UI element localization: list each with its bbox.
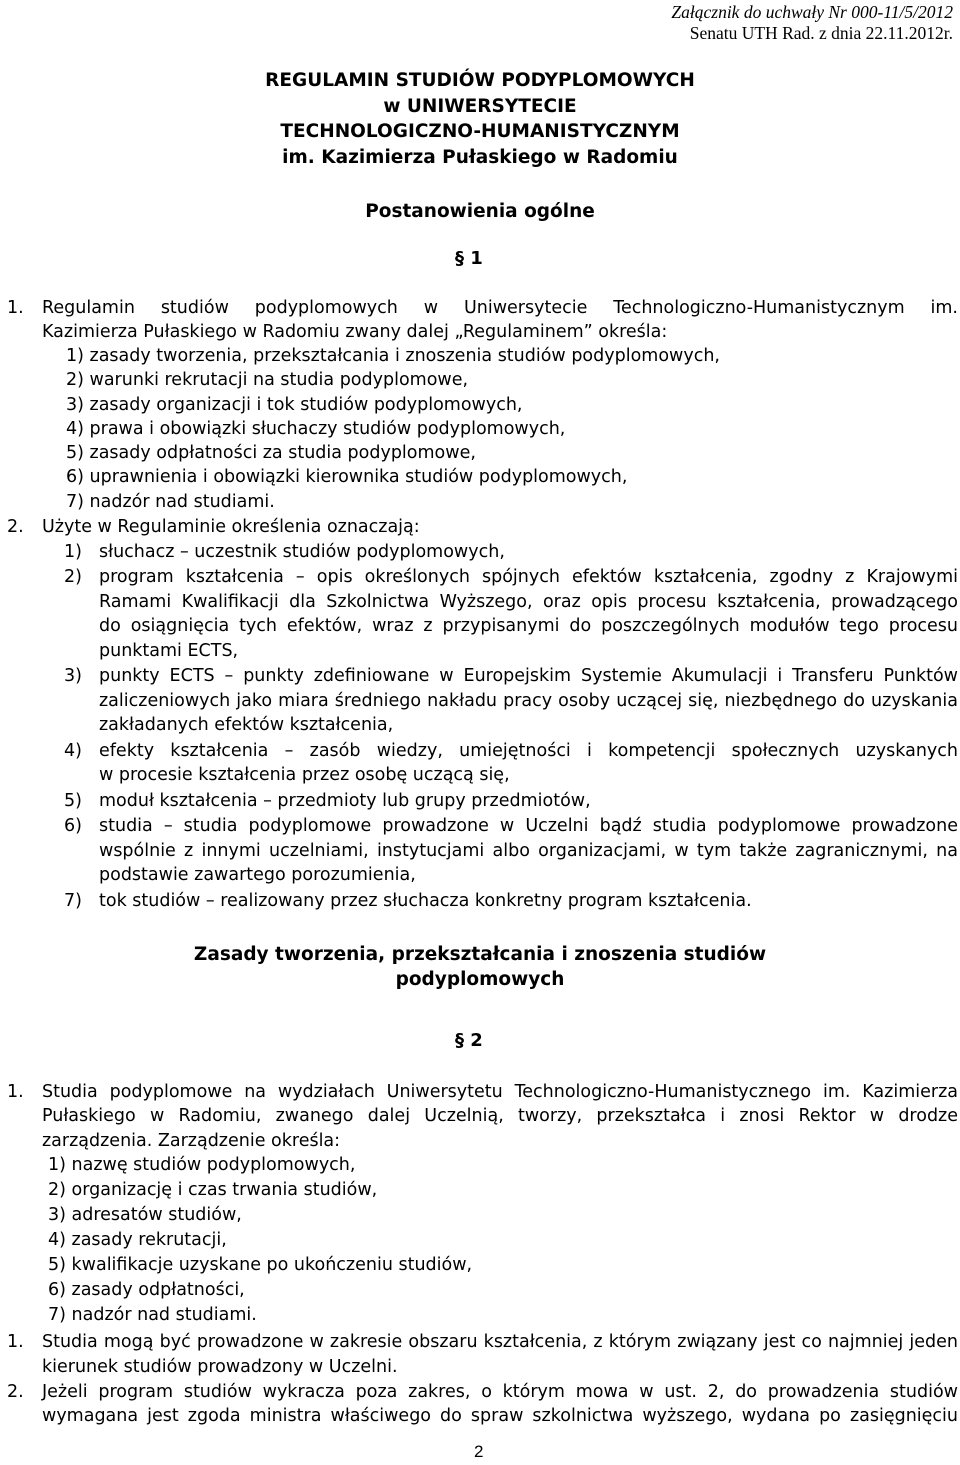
s1-p2-item-4-number: 4) xyxy=(64,741,82,761)
s1-p1-item-2: 2) warunki rekrutacji na studia podyplomowe, xyxy=(66,370,469,390)
s1-p1-line-2: Kazimierza Pułaskiego w Radomiu zwany dalej „Regulaminem” określa: xyxy=(42,322,668,342)
s2-p1-item-5: 5) kwalifikacje uzyskane po ukończeniu studiów, xyxy=(48,1255,473,1275)
s2-p1-item-6: 6) zasady odpłatności, xyxy=(48,1280,245,1300)
s2-p1-number: 1. xyxy=(7,1082,24,1102)
s2-p2-number: 1. xyxy=(7,1332,24,1352)
s1-p2-item-5-line-1: moduł kształcenia – przedmioty lub grupy przedmiotów, xyxy=(99,791,591,811)
s1-p1-item-3: 3) zasady organizacji i tok studiów podyplomowych, xyxy=(66,395,523,415)
s1-p2-item-1-line-1: słuchacz – uczestnik studiów podyplomowych, xyxy=(99,542,505,562)
s1-p2-item-3-line-3: zakładanych efektów kształcenia, xyxy=(99,715,394,735)
s2-p2-line-1: Studia mogą być prowadzone w zakresie obszaru kształcenia, z którym związany jest co najmniej jeden xyxy=(42,1332,958,1352)
s2-p1-item-4: 4) zasady rekrutacji, xyxy=(48,1230,227,1250)
s1-p2-item-4-line-1: efekty kształcenia – zasób wiedzy, umiejętności i kompetencji społecznych uzyskanych xyxy=(99,741,958,761)
title-line-1: REGULAMIN STUDIÓW PODYPLOMOWYCH xyxy=(265,70,695,91)
s1-p2-item-2-line-2: Ramami Kwalifikacji dla Szkolnictwa Wyższego, oraz opis procesu kształcenia, prowadzącego xyxy=(99,592,958,612)
s1-p1-item-4: 4) prawa i obowiązki słuchaczy studiów podyplomowych, xyxy=(66,419,566,439)
s1-p2-item-3-line-1: punkty ECTS – punkty zdefiniowane w Europejskim Systemie Akumulacji i Transferu Punktów xyxy=(99,666,958,686)
annotation-block xyxy=(671,2,953,44)
s1-p2-item-6-line-2: wspólnie z innymi uczelniami, instytucjami albo organizacjami, w tym także zagranicznymi, na xyxy=(99,841,958,861)
s1-p1-line-1: Regulamin studiów podyplomowych w Uniwersytecie Technologiczno-Humanistycznym im. xyxy=(42,298,958,318)
section2-heading-line-1: Zasady tworzenia, przekształcania i znoszenia studiów xyxy=(193,944,767,965)
section2-heading-line-2: podyplomowych xyxy=(395,969,565,990)
s1-p2-item-2-line-3: do osiągnięcia tych efektów, wraz z przypisanymi do poszczególnych modułów tego procesu xyxy=(99,616,958,636)
s1-p2-item-2-line-4: punktami ECTS, xyxy=(99,641,239,661)
s1-p2-item-1-number: 1) xyxy=(64,542,82,562)
title-line-4: im. Kazimierza Pułaskiego w Radomiu xyxy=(282,147,678,168)
s1-p2-item-3-line-2: zaliczeniowych jako miara średniego nakładu pracy osoby uczącej się, niezbędnego do uzyskania xyxy=(99,691,958,711)
s2-p1-item-1: 1) nazwę studiów podyplomowych, xyxy=(48,1155,356,1175)
s1-p2-item-2-line-1: program kształcenia – opis określonych spójnych efektów kształcenia, zgodny z Krajowymi xyxy=(99,567,958,587)
s1-p2-item-2-number: 2) xyxy=(64,567,82,587)
annotation-line-1: Załącznik do uchwały Nr 000-11/5/2012 xyxy=(671,2,953,22)
section1-heading: Postanowienia ogólne xyxy=(365,201,595,222)
s1-p1-number: 1. xyxy=(7,298,24,318)
s1-p2-number: 2. xyxy=(7,517,24,537)
s2-p1-item-3: 3) adresatów studiów, xyxy=(48,1205,242,1225)
s1-p1-item-6: 6) uprawnienia i obowiązki kierownika studiów podyplomowych, xyxy=(66,467,628,487)
page-number: 2 xyxy=(474,1442,484,1461)
annotation-line-2: Senatu UTH Rad. z dnia 22.11.2012r. xyxy=(689,23,953,43)
section1-paragraph-mark: § 1 xyxy=(455,248,483,269)
title-line-3: TECHNOLOGICZNO-HUMANISTYCZNYM xyxy=(280,121,680,142)
s1-p2-item-3-number: 3) xyxy=(64,666,82,686)
s2-p1-line-3: zarządzenia. Zarządzenie określa: xyxy=(42,1131,341,1151)
s2-p2-line-2: kierunek studiów prowadzony w Uczelni. xyxy=(42,1357,398,1377)
s2-p3-number: 2. xyxy=(7,1382,24,1402)
title-line-2: w UNIWERSYTECIE xyxy=(383,96,577,117)
s1-p2-item-6-number: 6) xyxy=(64,816,82,836)
s1-p2-item-4-line-2: w procesie kształcenia przez osobę uczącą się, xyxy=(99,765,510,785)
s2-p1-line-2: Pułaskiego w Radomiu, zwanego dalej Uczelnią, tworzy, przekształca i znosi Rektor w drodze xyxy=(42,1106,958,1126)
s1-p1-item-1: 1) zasady tworzenia, przekształcania i znoszenia studiów podyplomowych, xyxy=(66,346,720,366)
section2-paragraph-mark: § 2 xyxy=(455,1030,483,1051)
s1-p2-item-7-line-1: tok studiów – realizowany przez słuchacza konkretny program kształcenia. xyxy=(99,891,752,911)
s2-p1-item-2: 2) organizację i czas trwania studiów, xyxy=(48,1180,378,1200)
s2-p3-line-2: wymagana jest zgoda ministra właściwego do spraw szkolnictwa wyższego, wydana po zasięgnięciu xyxy=(42,1406,958,1426)
s1-p2-item-7-number: 7) xyxy=(64,891,82,911)
s2-p1-line-1: Studia podyplomowe na wydziałach Uniwersytetu Technologiczno-Humanistycznego im. Kazimierza xyxy=(42,1082,958,1102)
s1-p2-item-6-line-1: studia – studia podyplomowe prowadzone w Uczelni bądź studia podyplomowe prowadzone xyxy=(99,816,958,836)
s1-p1-item-7: 7) nadzór nad studiami. xyxy=(66,492,275,512)
s2-p1-item-7: 7) nadzór nad studiami. xyxy=(48,1305,257,1325)
s2-p3-line-1: Jeżeli program studiów wykracza poza zakres, o którym mowa w ust. 2, do prowadzenia studiów xyxy=(42,1382,958,1402)
s1-p1-item-5: 5) zasady odpłatności za studia podyplomowe, xyxy=(66,443,476,463)
s1-p2-item-6-line-3: podstawie zawartego porozumienia, xyxy=(99,865,416,885)
s1-p2-intro: Użyte w Regulaminie określenia oznaczają: xyxy=(42,517,420,537)
s1-p2-item-5-number: 5) xyxy=(64,791,82,811)
